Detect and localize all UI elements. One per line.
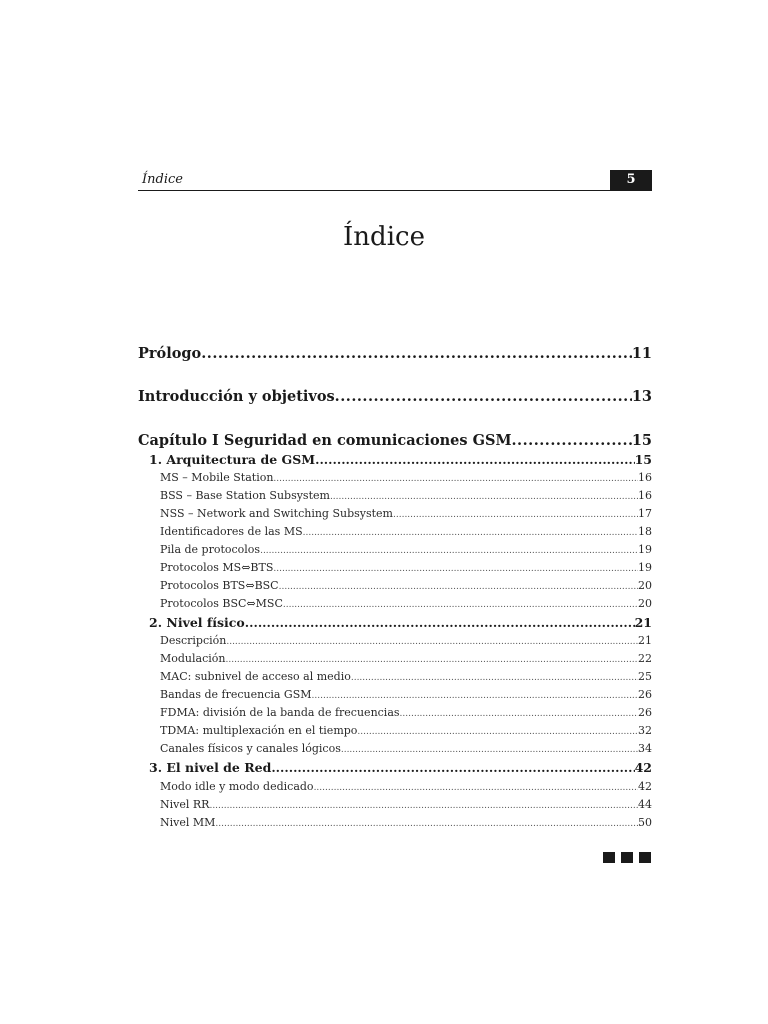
toc-entry-label: Protocolos BSC⇔MSC <box>160 597 283 610</box>
toc-entry-label: MAC: subnivel de acceso al medio <box>160 670 351 683</box>
toc-entry-label: Prólogo <box>138 345 202 362</box>
toc-entry-level-3[interactable] <box>138 798 652 811</box>
toc-entry-level-3[interactable] <box>138 489 652 502</box>
toc-entry-level-2[interactable] <box>138 760 652 775</box>
toc-entry-page-number: 17 <box>638 507 652 520</box>
toc-entry-page-number: 19 <box>638 543 652 556</box>
dot-leader <box>330 489 638 502</box>
dot-leader <box>260 543 638 556</box>
toc-entry-label: Nivel MM <box>160 816 216 829</box>
toc-entry-page-number: 32 <box>638 724 652 737</box>
toc-entry-level-3[interactable] <box>138 816 652 829</box>
dot-leader <box>341 742 638 755</box>
dot-leader <box>271 760 634 775</box>
running-header <box>138 170 652 191</box>
toc-entry-level-3[interactable] <box>138 597 652 610</box>
toc-entry-label: 3. El nivel de Red <box>149 760 272 775</box>
dot-leader <box>357 724 638 737</box>
toc-entry-level-3[interactable] <box>138 507 652 520</box>
toc-entry-label: Modulación <box>160 652 226 665</box>
toc-entry-label: Modo idle y modo dedicado <box>160 780 314 793</box>
toc-entry-page-number: 15 <box>631 432 652 449</box>
toc-entry-label: Canales físicos y canales lógicos <box>160 742 341 755</box>
toc-entry-level-3[interactable] <box>138 780 652 793</box>
toc-entry-label: NSS – Network and Switching Subsystem <box>160 507 393 520</box>
toc-entry-page-number: 21 <box>638 634 652 647</box>
dot-leader <box>393 507 638 520</box>
dot-leader <box>303 525 638 538</box>
toc-entry-page-number: 21 <box>634 615 652 630</box>
toc-entry-level-3[interactable] <box>138 724 652 737</box>
toc-entry-level-3[interactable] <box>138 561 652 574</box>
toc-entry-page-number: 42 <box>634 760 652 775</box>
toc-entry-level-3[interactable] <box>138 688 652 701</box>
ornament-square <box>603 852 615 863</box>
toc-entry-level-3[interactable] <box>138 471 652 484</box>
toc-entry-label: FDMA: división de la banda de frecuencias <box>160 706 400 719</box>
toc-entry-label: BSS – Base Station Subsystem <box>160 489 330 502</box>
page-title: Índice <box>343 222 425 253</box>
toc-entry-level-3[interactable] <box>138 670 652 683</box>
dot-leader <box>209 798 638 811</box>
toc-entry-level-2[interactable] <box>138 452 652 467</box>
dot-leader <box>315 452 635 467</box>
toc-entry-page-number: 25 <box>638 670 652 683</box>
dot-leader <box>245 615 635 630</box>
toc-entry-level-3[interactable] <box>138 543 652 556</box>
toc-entry-page-number: 16 <box>638 489 652 502</box>
toc-entry-page-number: 19 <box>638 561 652 574</box>
dot-leader <box>201 345 632 362</box>
toc-entry-label: Descripción <box>160 634 227 647</box>
dot-leader <box>400 706 638 719</box>
toc-entry-label: Pila de protocolos <box>160 543 261 556</box>
page-number: 5 <box>610 170 652 190</box>
toc-entry-level-3[interactable] <box>138 525 652 538</box>
toc-entry-label: Protocolos BTS⇔BSC <box>160 579 279 592</box>
toc-entry-level-1[interactable] <box>138 345 652 362</box>
dot-leader <box>226 634 638 647</box>
dot-leader <box>512 432 632 449</box>
toc-entry-page-number: 13 <box>631 388 652 405</box>
toc-entry-level-1[interactable] <box>138 432 652 449</box>
toc-entry-page-number: 34 <box>638 742 652 755</box>
toc-entry-level-3[interactable] <box>138 706 652 719</box>
toc-entry-label: Bandas de frecuencia GSM <box>160 688 312 701</box>
toc-entry-level-3[interactable] <box>138 634 652 647</box>
dot-leader <box>314 780 638 793</box>
dot-leader <box>273 471 638 484</box>
toc-entry-page-number: 20 <box>638 579 652 592</box>
toc-entry-page-number: 44 <box>638 798 652 811</box>
dot-leader <box>351 670 638 683</box>
toc-entry-label: Identificadores de las MS <box>160 525 303 538</box>
toc-entry-label: TDMA: multiplexación en el tiempo <box>160 724 358 737</box>
toc-entry-page-number: 11 <box>631 345 652 362</box>
toc-entry-page-number: 20 <box>638 597 652 610</box>
toc-entry-label: 2. Nivel físico <box>149 615 245 630</box>
toc-entry-level-3[interactable] <box>138 652 652 665</box>
toc-entry-page-number: 26 <box>638 688 652 701</box>
toc-entry-label: Capítulo I Seguridad en comunicaciones GSM <box>138 432 512 449</box>
dot-leader <box>279 579 638 592</box>
toc-entry-page-number: 16 <box>638 471 652 484</box>
toc-entry-page-number: 22 <box>638 652 652 665</box>
running-title: Índice <box>142 172 183 187</box>
toc-entry-page-number: 50 <box>638 816 652 829</box>
dot-leader <box>283 597 638 610</box>
dot-leader <box>215 816 638 829</box>
toc-entry-label: 1. Arquitectura de GSM <box>149 452 316 467</box>
toc-entry-page-number: 42 <box>638 780 652 793</box>
toc-entry-label: Introducción y objetivos <box>138 388 335 405</box>
dot-leader <box>312 688 638 701</box>
dot-leader <box>225 652 638 665</box>
toc-entry-label: MS – Mobile Station <box>160 471 274 484</box>
ornament-square <box>621 852 633 863</box>
dot-leader <box>335 388 632 405</box>
dot-leader <box>273 561 638 574</box>
toc-entry-level-2[interactable] <box>138 615 652 630</box>
toc-entry-page-number: 15 <box>634 452 652 467</box>
toc-entry-page-number: 26 <box>638 706 652 719</box>
toc-entry-page-number: 18 <box>638 525 652 538</box>
end-ornament <box>603 852 651 863</box>
ornament-square <box>639 852 651 863</box>
toc-entry-level-3[interactable] <box>138 742 652 755</box>
toc-entry-label: Protocolos MS⇔BTS <box>160 561 274 574</box>
toc-entry-level-1[interactable] <box>138 388 652 405</box>
toc-entry-label: Nivel RR <box>160 798 210 811</box>
toc-entry-level-3[interactable] <box>138 579 652 592</box>
